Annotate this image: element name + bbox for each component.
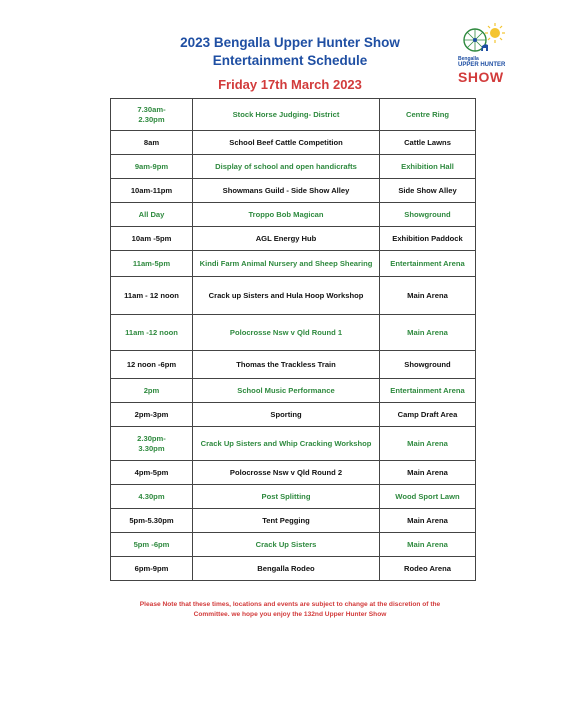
logo-brand-big: SHOW bbox=[458, 69, 504, 85]
table-row bbox=[111, 509, 476, 533]
table-row bbox=[111, 179, 476, 203]
location-cell: Main Arena bbox=[380, 315, 476, 351]
table-row bbox=[111, 403, 476, 427]
table-row bbox=[111, 461, 476, 485]
time-cell: 2pm-3pm bbox=[111, 403, 193, 427]
time-cell: 2.30pm- 3.30pm bbox=[111, 427, 193, 461]
location-cell: Side Show Alley bbox=[380, 179, 476, 203]
table-row bbox=[111, 203, 476, 227]
event-cell: Bengalla Rodeo bbox=[193, 557, 380, 581]
footer-note bbox=[100, 600, 480, 620]
location-cell: Main Arena bbox=[380, 533, 476, 557]
ferris-wheel-icon bbox=[460, 26, 490, 56]
table-row bbox=[111, 557, 476, 581]
event-cell: Thomas the Trackless Train bbox=[193, 351, 380, 379]
event-cell: Tent Pegging bbox=[193, 509, 380, 533]
time-cell: 10am-11pm bbox=[111, 179, 193, 203]
location-cell: Exhibition Paddock bbox=[380, 227, 476, 251]
location-cell: Showground bbox=[380, 351, 476, 379]
event-cell: School Music Performance bbox=[193, 379, 380, 403]
event-cell: Display of school and open handicrafts bbox=[193, 155, 380, 179]
time-cell: 7.30am- 2.30pm bbox=[111, 99, 193, 131]
event-cell: Kindi Farm Animal Nursery and Sheep Shearing bbox=[193, 251, 380, 277]
event-cell: Sporting bbox=[193, 403, 380, 427]
location-cell: Centre Ring bbox=[380, 99, 476, 131]
time-cell: 2pm bbox=[111, 379, 193, 403]
schedule-date: Friday 17th March 2023 bbox=[218, 77, 362, 92]
time-cell: 8am bbox=[111, 131, 193, 155]
time-cell: 11am-5pm bbox=[111, 251, 193, 277]
footer-note-line-2: Committee. we hope you enjoy the 132nd Upper Hunter Show bbox=[193, 610, 387, 618]
time-cell: 4pm-5pm bbox=[111, 461, 193, 485]
event-cell: AGL Energy Hub bbox=[193, 227, 380, 251]
location-cell: Entertainment Arena bbox=[380, 251, 476, 277]
event-cell: Crack Up Sisters and Whip Cracking Workshop bbox=[193, 427, 380, 461]
location-cell: Wood Sport Lawn bbox=[380, 485, 476, 509]
table-row bbox=[111, 379, 476, 403]
table-row bbox=[111, 131, 476, 155]
logo-brand-mid: UPPER HUNTER bbox=[458, 62, 506, 68]
table-row bbox=[111, 99, 476, 131]
time-cell: 5pm -6pm bbox=[111, 533, 193, 557]
logo-brand-small: Bengalla bbox=[458, 56, 479, 62]
location-cell: Main Arena bbox=[380, 277, 476, 315]
event-cell: School Beef Cattle Competition bbox=[193, 131, 380, 155]
table-row bbox=[111, 227, 476, 251]
time-cell: 10am -5pm bbox=[111, 227, 193, 251]
table-row bbox=[111, 277, 476, 315]
table-row bbox=[111, 533, 476, 557]
event-cell: Troppo Bob Magican bbox=[193, 203, 380, 227]
time-cell: 6pm-9pm bbox=[111, 557, 193, 581]
show-logo bbox=[450, 22, 512, 86]
location-cell: Rodeo Arena bbox=[380, 557, 476, 581]
location-cell: Exhibition Hall bbox=[380, 155, 476, 179]
time-cell: 11am -12 noon bbox=[111, 315, 193, 351]
time-cell: 4.30pm bbox=[111, 485, 193, 509]
location-cell: Main Arena bbox=[380, 509, 476, 533]
location-cell: Main Arena bbox=[380, 427, 476, 461]
title-line-1: 2023 Bengalla Upper Hunter Show bbox=[180, 35, 400, 50]
schedule-table bbox=[110, 98, 476, 581]
table-row bbox=[111, 427, 476, 461]
table-row bbox=[111, 155, 476, 179]
table-row bbox=[111, 251, 476, 277]
table-row bbox=[111, 315, 476, 351]
event-cell: Post Splitting bbox=[193, 485, 380, 509]
event-cell: Crack Up Sisters bbox=[193, 533, 380, 557]
time-cell: All Day bbox=[111, 203, 193, 227]
time-cell: 11am - 12 noon bbox=[111, 277, 193, 315]
time-cell: 12 noon -6pm bbox=[111, 351, 193, 379]
event-cell: Stock Horse Judging- District bbox=[193, 99, 380, 131]
location-cell: Camp Draft Area bbox=[380, 403, 476, 427]
location-cell: Main Arena bbox=[380, 461, 476, 485]
location-cell: Cattle Lawns bbox=[380, 131, 476, 155]
time-cell: 5pm-5.30pm bbox=[111, 509, 193, 533]
event-cell: Showmans Guild - Side Show Alley bbox=[193, 179, 380, 203]
time-cell: 9am-9pm bbox=[111, 155, 193, 179]
event-cell: Crack up Sisters and Hula Hoop Workshop bbox=[193, 277, 380, 315]
table-row bbox=[111, 351, 476, 379]
event-cell: Polocrosse Nsw v Qld Round 2 bbox=[193, 461, 380, 485]
location-cell: Showground bbox=[380, 203, 476, 227]
location-cell: Entertainment Arena bbox=[380, 379, 476, 403]
event-cell: Polocrosse Nsw v Qld Round 1 bbox=[193, 315, 380, 351]
footer-note-line-1: Please Note that these times, locations and events are subject to change at the discretion of the bbox=[139, 601, 441, 608]
title-line-2: Entertainment Schedule bbox=[212, 53, 368, 68]
table-row bbox=[111, 485, 476, 509]
schedule-table-body bbox=[111, 99, 476, 581]
